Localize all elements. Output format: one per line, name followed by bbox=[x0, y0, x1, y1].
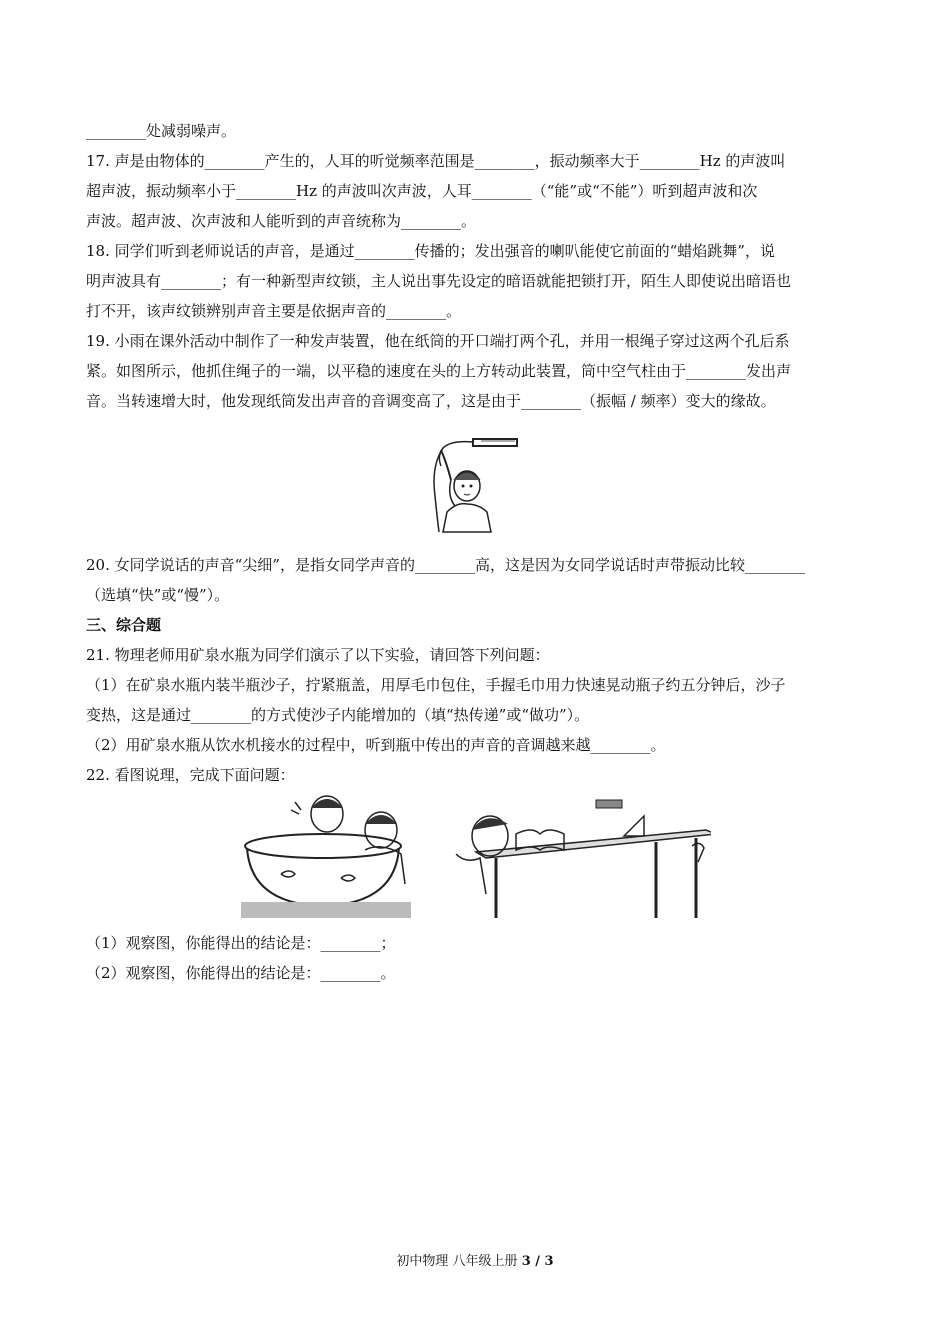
q21-part1-line-1: （1）在矿泉水瓶内装半瓶沙子，拧紧瓶盖，用厚毛巾包住，手握毛巾用力快速晃动瓶子约五分钟后，沙子 bbox=[86, 676, 786, 694]
q17-line-3: 声波。超声波、次声波和人能听到的声音统称为________。 bbox=[86, 212, 477, 230]
q21-part1-line-2: 变热，这是通过________的方式使沙子内能增加的（填“热传递”或“做功”）。 bbox=[86, 706, 590, 724]
q21-part2: （2）用矿泉水瓶从饮水机接水的过程中，听到瓶中传出的声音的音调越来越________。 bbox=[86, 736, 666, 754]
table-listening-scene bbox=[456, 800, 711, 918]
q16-continuation: ________处减弱噪声。 bbox=[86, 122, 237, 140]
page-footer bbox=[0, 1250, 950, 1269]
spinning-tube-figure bbox=[86, 436, 866, 536]
q22-intro: 22. 看图说理，完成下面问题： bbox=[86, 766, 295, 784]
page-number: 3 / 3 bbox=[521, 1254, 554, 1269]
fish-tank-and-table-illustration bbox=[241, 794, 711, 918]
q17-line-1: 17. 声是由物体的________产生的，人耳的听觉频率范围是________，振动频率大于________Hz 的声波叫 bbox=[86, 152, 786, 170]
q19-line-2: 紧。如图所示，他抓住绳子的一端，以平稳的速度在头的上方转动此装置，筒中空气柱由于________发出声 bbox=[86, 362, 792, 380]
q20-line-1: 20. 女同学说话的声音“尖细”，是指女同学声音的________高，这是因为女同学说话时声带振动比较________ bbox=[86, 556, 805, 574]
q22-part1: （1）观察图，你能得出的结论是：________； bbox=[86, 934, 396, 952]
q22-figures bbox=[86, 794, 866, 922]
q18-line-1: 18. 同学们听到老师说话的声音，是通过________传播的；发出强音的喇叭能使它前面的“蜡焰跳舞”，说 bbox=[86, 242, 775, 260]
q20-line-2: （选填“快”或“慢”）。 bbox=[86, 586, 230, 604]
footer-text: 初中物理 八年级上册 bbox=[396, 1254, 522, 1269]
worksheet-page bbox=[86, 116, 866, 988]
q21-intro: 21. 物理老师用矿泉水瓶为同学们演示了以下实验，请回答下列问题： bbox=[86, 646, 550, 664]
section-heading: 三、综合题 bbox=[86, 616, 162, 634]
q17-line-2: 超声波，振动频率小于________Hz 的声波叫次声波，人耳________（“能”或“不能”）听到超声波和次 bbox=[86, 182, 758, 200]
q19-line-3: 音。当转速增大时，他发现纸筒发出声音的音调变高了，这是由于________（振幅 / 频率）变大的缘故。 bbox=[86, 392, 776, 410]
q22-part2: （2）观察图，你能得出的结论是：________。 bbox=[86, 964, 396, 982]
fish-bowl-scene bbox=[241, 796, 411, 918]
q18-line-3: 打不开，该声纹锁辨别声音主要是依据声音的________。 bbox=[86, 302, 462, 320]
q19-line-1: 19. 小雨在课外活动中制作了一种发声装置，他在纸筒的开口端打两个孔，并用一根绳子穿过这两个孔后系 bbox=[86, 332, 790, 350]
q18-line-2: 明声波具有________；有一种新型声纹锁，主人说出事先设定的暗语就能把锁打开，陌生人即使说出暗语也 bbox=[86, 272, 792, 290]
boy-spinning-tube-illustration bbox=[421, 436, 531, 536]
